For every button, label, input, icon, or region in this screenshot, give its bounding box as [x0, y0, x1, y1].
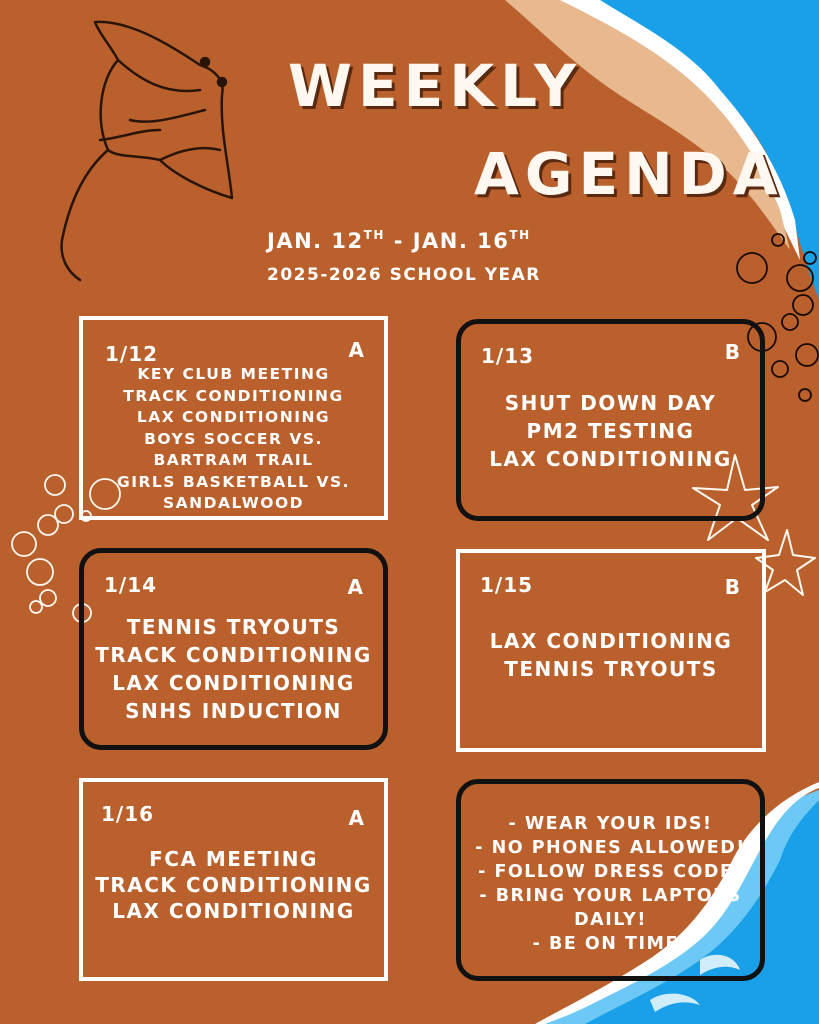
card-day-type: A: [348, 806, 364, 830]
date-range-start: JAN. 12: [267, 229, 364, 253]
date-range: [267, 228, 531, 253]
day-card-0115: [456, 549, 766, 752]
date-range-end: JAN. 16: [412, 229, 510, 253]
agenda-item: KEY CLUB MEETING: [137, 365, 330, 383]
title-agenda: AGENDA: [474, 140, 784, 208]
day-card-0114: [79, 548, 388, 750]
reminder-item: - FOLLOW DRESS CODE!: [478, 862, 743, 882]
card-day-type: A: [347, 575, 363, 599]
agenda-item: TRACK CONDITIONING: [123, 386, 344, 405]
agenda-item: BARTRAM TRAIL: [153, 451, 314, 469]
card-items: [460, 627, 762, 683]
agenda-item: SANDALWOOD: [163, 494, 304, 512]
agenda-item: LAX CONDITIONING: [136, 408, 331, 426]
agenda-item: TENNIS TRYOUTS: [504, 657, 718, 681]
day-card-0112: [79, 316, 388, 520]
school-year: 2025-2026 SCHOOL YEAR: [267, 265, 541, 285]
card-date: 1/16: [101, 802, 155, 826]
card-items: [83, 364, 384, 515]
agenda-item: GIRLS BASKETBALL VS.: [116, 472, 350, 491]
card-day-type: B: [724, 575, 740, 599]
card-date: 1/15: [480, 573, 534, 597]
agenda-item: LAX CONDITIONING: [112, 899, 355, 923]
card-items: [83, 846, 384, 924]
reminders-card: [456, 779, 765, 981]
date-range-end-suffix: TH: [509, 228, 531, 242]
stingray-icon: [62, 22, 232, 280]
agenda-item: TRACK CONDITIONING: [95, 873, 372, 897]
reminder-item: - BE ON TIME!: [532, 934, 689, 954]
date-range-start-suffix: TH: [363, 228, 385, 242]
reminders-list: [461, 812, 760, 956]
date-range-separator: -: [384, 229, 413, 253]
reminder-item: - NO PHONES ALLOWED!: [475, 838, 746, 858]
reminder-item: - BRING YOUR LAPTOPS: [479, 886, 742, 906]
reminder-item: - WEAR YOUR IDS!: [508, 814, 713, 834]
agenda-item: TENNIS TRYOUTS: [126, 615, 341, 639]
title-weekly: WEEKLY: [288, 52, 583, 120]
agenda-item: TRACK CONDITIONING: [95, 643, 372, 667]
agenda-item: LAX CONDITIONING: [489, 629, 733, 653]
day-card-0113: [456, 319, 765, 521]
agenda-item: SNHS INDUCTION: [125, 699, 342, 723]
card-date: 1/12: [105, 342, 159, 366]
agenda-item: LAX CONDITIONING: [112, 671, 355, 695]
card-date: 1/13: [481, 344, 535, 368]
card-day-type: A: [348, 338, 364, 362]
agenda-item: SHUT DOWN DAY: [504, 391, 717, 415]
agenda-item: PM2 TESTING: [526, 419, 695, 443]
card-items: [84, 613, 383, 725]
card-items: [461, 389, 760, 473]
card-day-type: B: [724, 340, 740, 364]
agenda-item: LAX CONDITIONING: [489, 447, 732, 471]
agenda-item: FCA MEETING: [149, 847, 318, 871]
agenda-item: BOYS SOCCER VS.: [144, 429, 323, 448]
card-date: 1/14: [104, 573, 158, 597]
day-card-0116: [79, 778, 388, 981]
reminder-item: DAILY!: [574, 910, 647, 930]
